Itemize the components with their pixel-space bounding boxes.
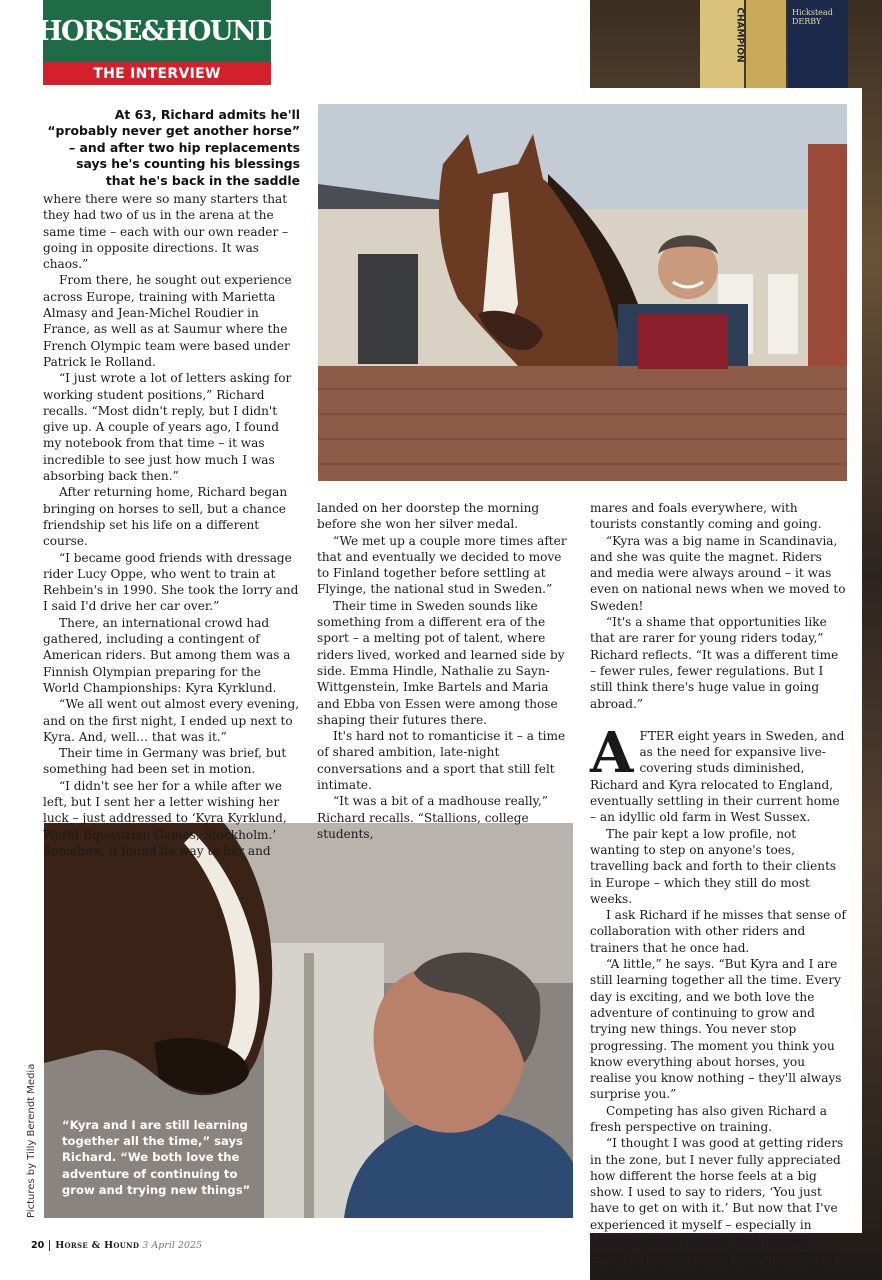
paragraph: Competing has also given Richard a fresh perspective on training.	[590, 1103, 828, 1134]
paragraph: landed on her doorstep the morning before she won her silver medal.	[317, 501, 540, 532]
magazine-name: Horse & Hound	[55, 1240, 140, 1251]
page-footer	[31, 1240, 202, 1251]
paragraph: “It's a shame that opportunities like that are rarer for young riders today,” Richard reflects. “It was a different time – fewer rules, fewer regulations. But I still think there's huge value in going abroad.”	[590, 615, 839, 711]
brand-name: HORSE&HOUND	[36, 15, 278, 47]
drop-cap: A	[590, 719, 634, 786]
paragraph: It's hard not to romanticise it – a time of shared ambition, late-night conversations and a sport that still felt intimate.	[317, 729, 566, 793]
photo-horse-and-rider	[318, 104, 847, 481]
article-column-1	[43, 191, 301, 859]
page-number: 20	[31, 1240, 50, 1251]
paragraph: “We all went out almost every evening, and on the first night, I ended up next to Kyra. And, well… that was it.”	[43, 697, 300, 744]
section-opening-paragraph	[590, 719, 848, 826]
standfirst: At 63, Richard admits he'll “probably never get another horse” – and after two hip replacements says he's counting his blessings that he's back in the saddle	[47, 107, 300, 188]
paragraph: “It was a bit of a madhouse really,” Richard recalls. “Stallions, college students,	[317, 794, 548, 841]
paragraph: “I became good friends with dressage rider Lucy Oppe, who went to train at Rehbein's in 1990. She took the lorry and I said I'd drive her car over.”	[43, 550, 299, 614]
paragraph: “We met up a couple more times after that and eventually we decided to move to Finland together before settling at Flyinge, the national stud in Sweden.”	[317, 533, 567, 597]
paragraph: The pair kept a low profile, not wanting to step on anyone's toes, travelling back and forth to their clients in Europe – which they still do most weeks.	[590, 826, 837, 906]
paragraph: “A little,” he says. “But Kyra and I are still learning together all the time. Every day is exciting, and we both love the adventure of continuing to grow and trying new things. You never stop progressing. The moment you think you know everything about horses, you realise you know nothing – they'll always surprise you.”	[590, 957, 842, 1102]
section-label: THE INTERVIEW	[93, 65, 221, 82]
section-block	[43, 62, 271, 85]
paragraph: I ask Richard if he misses that sense of collaboration with other riders and trainers that he once had.	[590, 908, 846, 955]
article-column-3	[590, 500, 848, 1280]
stable-yard-illustration	[318, 104, 847, 481]
paragraph: where there were so many starters that they had two of us in the arena at the same time – each with our own reader – going in opposite directions. It was chaos.”	[43, 192, 289, 272]
paragraph: “I thought I was good at getting riders in the zone, but I never fully appreciated how different the horse feels at a big show. I used to say to riders, ‘You just have to get on with it.’ But now that I've experienced it myself – especially in London, going through that massive tunnel – I found myself thinking, ‘Oh my God, what have I been telling them?’”	[590, 1136, 844, 1280]
paragraph: “I just wrote a lot of letters asking for working student positions,” Richard recalls. “Most didn't reply, but I didn't give up. A couple of years ago, I found my notebook from that time – it was incredible to see just how much I was absorbing back then.”	[43, 371, 292, 484]
paragraph: After returning home, Richard began bringing on horses to sell, but a chance friendship set his life on a different course.	[43, 485, 288, 549]
paragraph: “I didn't see her for a while after we left, but I sent her a letter wishing her luck – just addressed to ‘Kyra Kyrklund, World Equestrian Games, Stockholm.’ Somehow, it found its way to her and	[43, 778, 287, 858]
paragraph: There, an international crowd had gathered, including a contingent of American riders. But among them was a Finnish Olympian preparing for the World Championships: Kyra Kyrklund.	[43, 615, 291, 695]
photo-caption: “Kyra and I are still learning together all the time,” says Richard. “We both love the adventure of continuing to grow and trying new things”	[62, 1118, 251, 1197]
ribbon-tag: Hickstead DERBY	[792, 8, 833, 26]
article-column-2	[317, 500, 575, 842]
masthead-logo[interactable]	[36, 0, 278, 85]
paragraph: “Kyra was a big name in Scandinavia, and she was quite the magnet. Riders and media were always around – it was even on national news when we moved to Sweden!	[590, 533, 846, 613]
paragraph: Their time in Germany was brief, but something had been set in motion.	[43, 746, 287, 777]
issue-date: 3 April 2025	[142, 1240, 203, 1251]
ribbon-text: CHAMPION	[734, 7, 745, 63]
photo-credit: Pictures by Tilly Berendt Media	[26, 1063, 37, 1218]
rosette-ribbon	[746, 0, 786, 88]
paragraph: From there, he sought out experience across Europe, training with Marietta Almasy and Jean-Michel Roudier in France, as well as at Saumur where the French Olympic team were based under Patrick le Rolland.	[43, 273, 292, 369]
paragraph: mares and foals everywhere, with tourists constantly coming and going.	[590, 501, 822, 532]
paragraph-text: FTER eight years in Sweden, and as the need for expansive live-covering studs diminished, Richard and Kyra relocated to England, eventually settling in their current home – an idyllic old farm in West Sussex.	[590, 728, 845, 825]
paragraph: Their time in Sweden sounds like something from a different era of the sport – a melting pot of talent, where riders lived, worked and learned side by side. Emma Hindle, Nathalie zu Sayn-Wittgenstein, Imke Bartels and Maria and Ebba von Essen were among those shaping their futures there.	[317, 598, 565, 727]
brand-block	[36, 0, 278, 62]
